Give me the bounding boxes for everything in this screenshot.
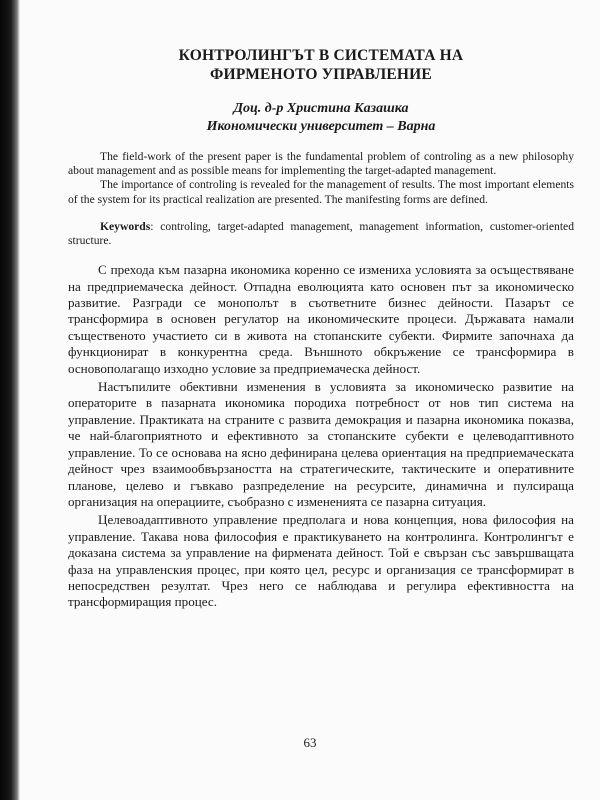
keywords <box>68 220 574 248</box>
title-line-2: ФИРМЕНОТО УПРАВЛЕНИЕ <box>210 66 432 83</box>
body-paragraph-1: С прехода към пазарна икономика коренно се измениха условията за осъществяване на предприемаческа дейност. Отпадна еволюцията като основен път за икономическо развитие. Разгради се монополът в съответните бизнес дейности. Пазарът се трансформира в основен регулатор на икономическите процеси. Държавата намали същественото участието си в живота на стопанските субекти. Фирмите започнаха да функционират в конкурентна среда. Външното обкръжение се трансформира в основополагащо изходно условие за предприемаческа дейност. <box>68 262 574 376</box>
abstract <box>68 150 574 207</box>
book-spine-shadow <box>0 0 20 800</box>
abstract-paragraph-2: The importance of controling is revealed for the management of results. The most important elements of the system for its practical realization are presented. The manifesting forms are defined. <box>68 178 574 206</box>
body-paragraph-3: Целевоадаптивното управление предполага и нова концепция, нова философия на управление. Такава нова философия е практикуването на контролинга. Контролингът е доказана система за управление на фирмената дейност. Той е свързан със завършващата фаза на управленския процес, при която цел, ресурс и организация се трансформират в непосредствен резултат. Чрез него се наблюдава и регулира ефективността на трансформиращия процес. <box>68 512 574 610</box>
article-content <box>68 46 574 613</box>
author-block <box>68 100 574 136</box>
author-name: Доц. д-р Христина Казашка <box>233 101 409 116</box>
article-title <box>68 46 574 84</box>
title-line-1: КОНТРОЛИНГЪТ В СИСТЕМАТА НА <box>178 47 464 64</box>
body-text <box>68 262 574 611</box>
body-paragraph-2: Настъпилите обективни изменения в условията за икономическо развитие на операторите в пазарната икономика породиха потребност от нов тип система на управление. Практиката на страните с развита демокрация и пазарна икономика показва, че най-благоприятното и ефективното за стопанските субекти е целеводаптивното управление. То се основава на ясно дефинирана целева ориентация на предприемаческата дейност чрез взаимообвързаността на стратегическите, тактическите и оперативните планове, целево и гъвкаво разпределение на ресурсите, динамична и пулсираща организация на операциите, съобразно с измененията се пазарна ситуация. <box>68 379 574 509</box>
keywords-text: : controling, target-adapted management, management information, customer-oriented structure. <box>68 219 574 248</box>
author-affiliation: Икономически университет – Варна <box>206 119 436 134</box>
page-number: 63 <box>303 735 317 750</box>
keywords-label: Keywords <box>100 219 151 233</box>
abstract-paragraph-1: The field-work of the present paper is the fundamental problem of controling as a new philosophy about management and as possible means for implementing the target-adapted management. <box>68 150 574 178</box>
